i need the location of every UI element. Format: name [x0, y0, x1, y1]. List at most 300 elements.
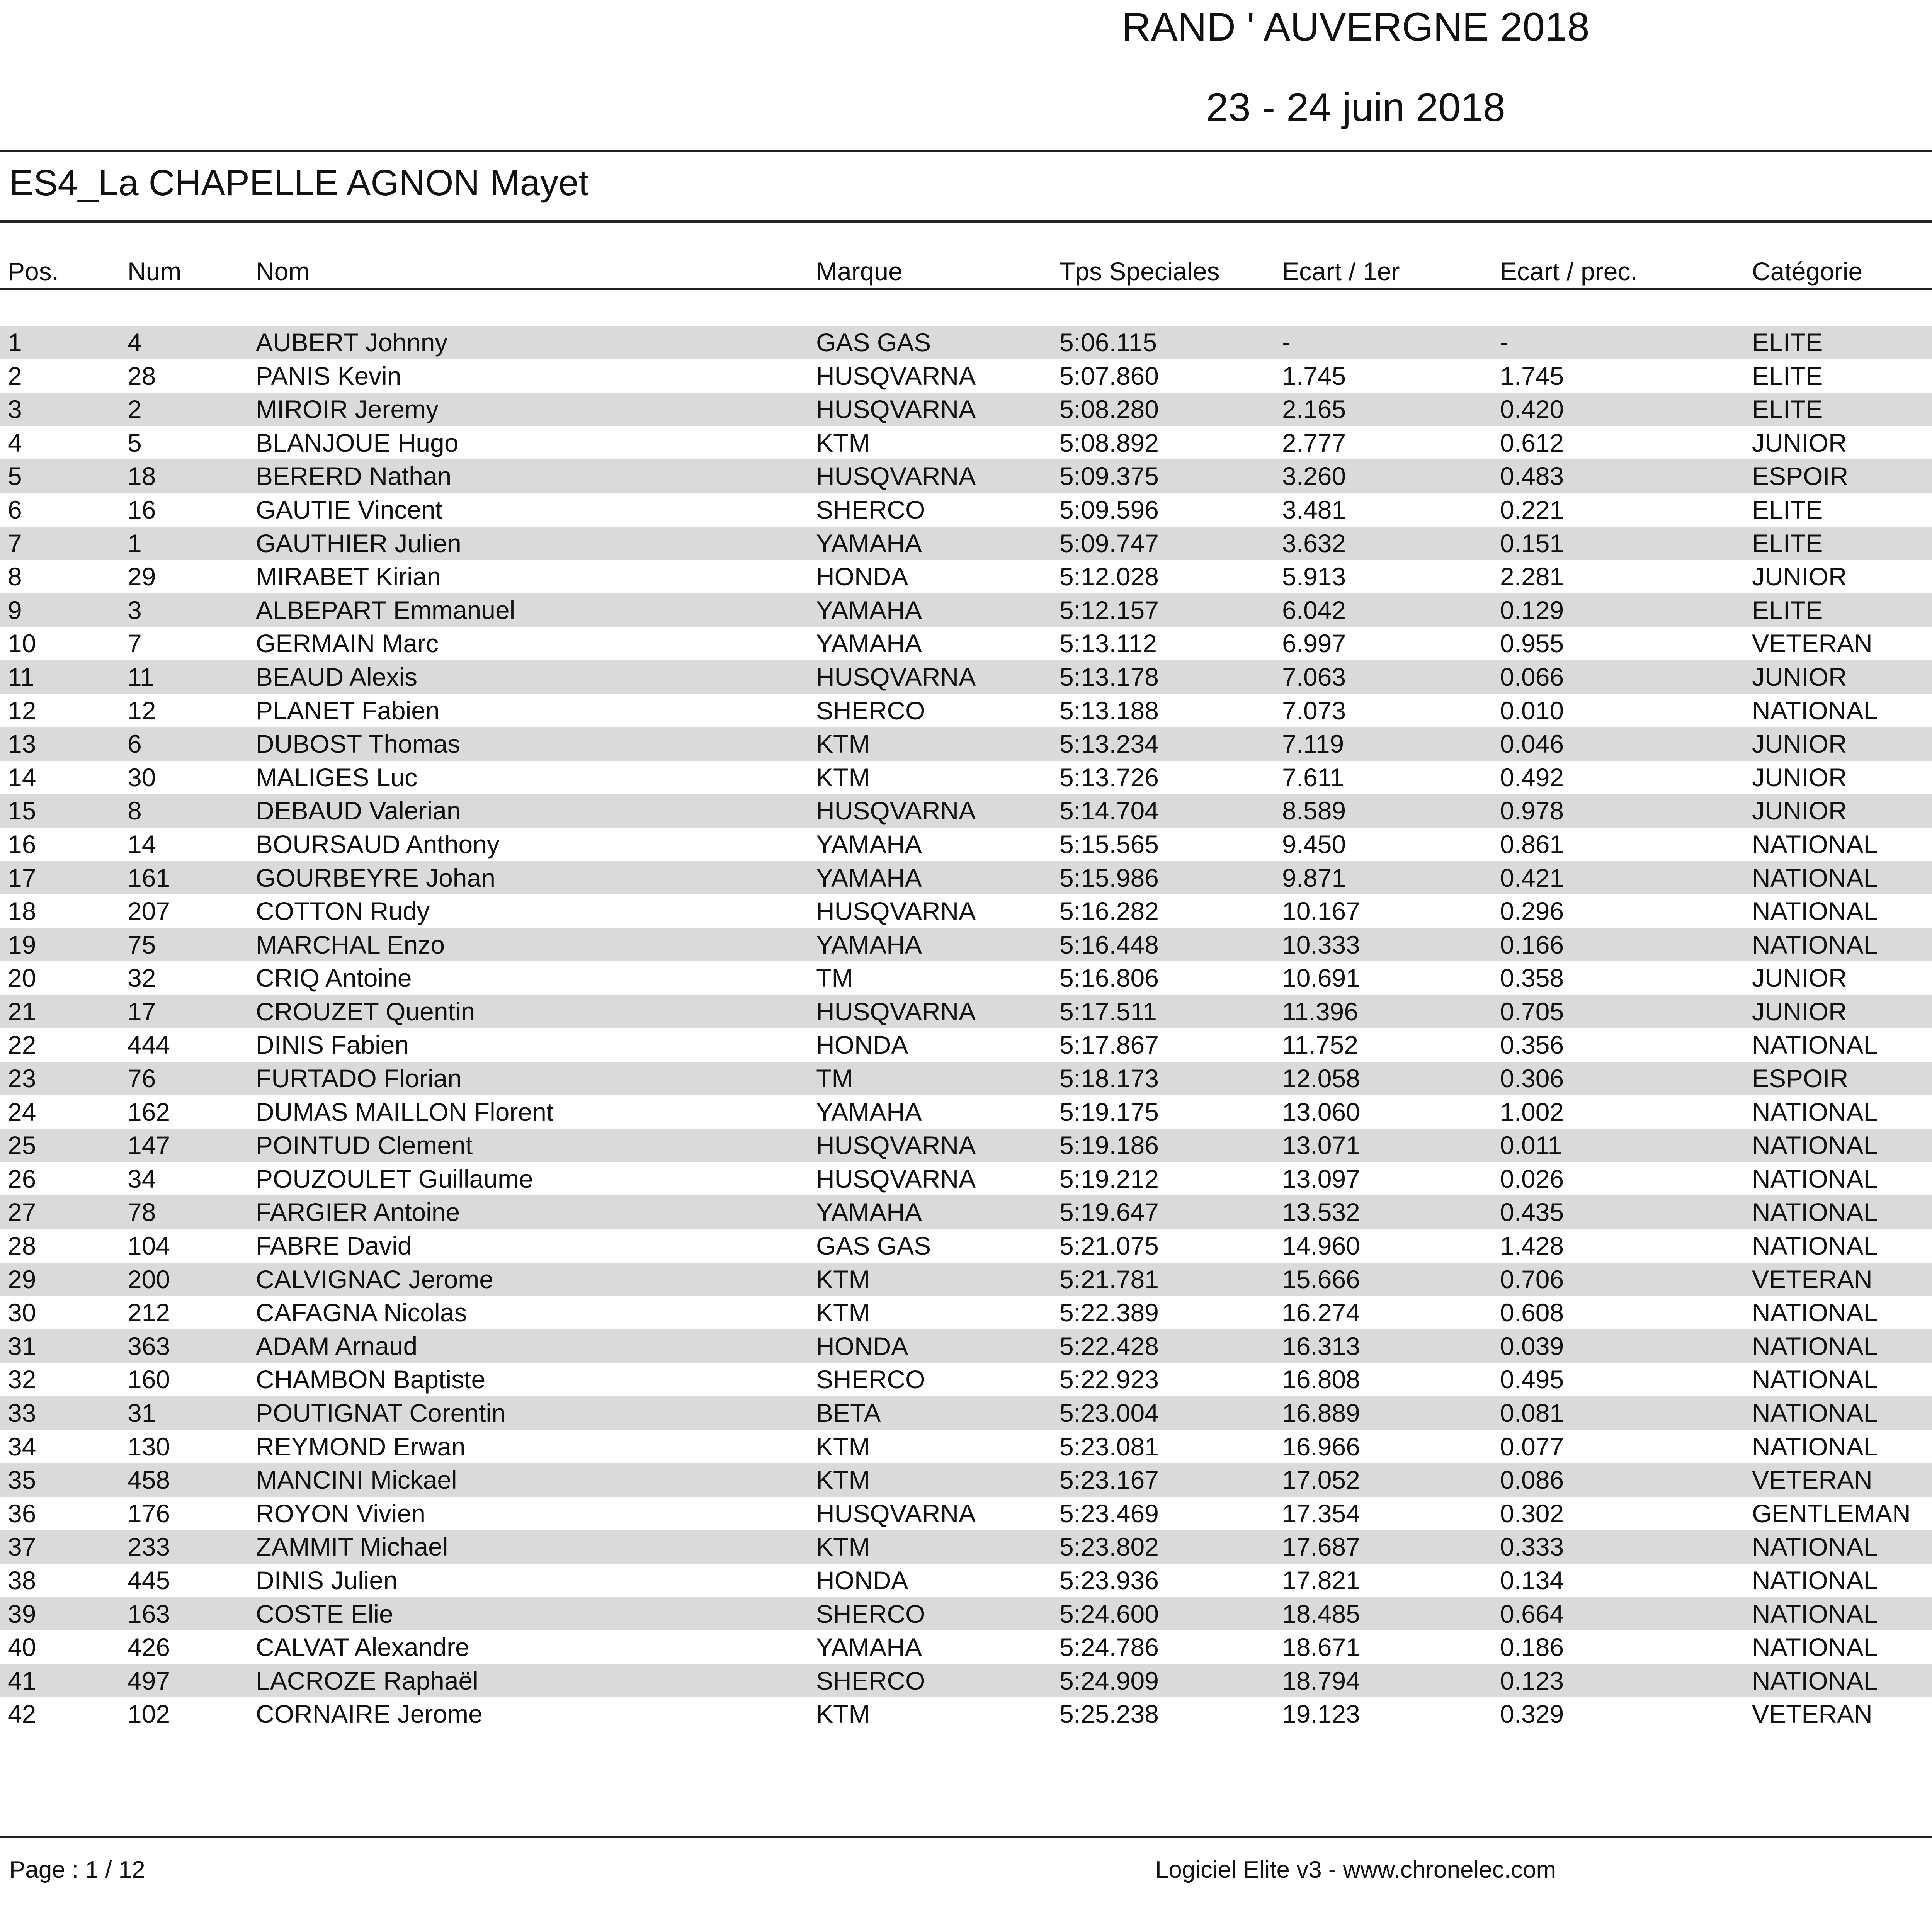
cell-categorie: NATIONAL	[1752, 1097, 1878, 1126]
cell-ecart-1er: -	[1282, 328, 1291, 357]
cell-ecart-1er: 18.671	[1282, 1633, 1360, 1662]
cell-num: 14	[128, 830, 156, 859]
divider-top	[0, 150, 1932, 152]
col-header-tps: Tps Speciales	[1060, 257, 1220, 286]
cell-pos: 23	[8, 1064, 36, 1093]
cell-pos: 7	[8, 529, 22, 558]
cell-categorie: NATIONAL	[1752, 1566, 1878, 1595]
cell-pos: 1	[8, 328, 22, 357]
cell-pos: 21	[8, 997, 36, 1026]
cell-ecart-prec: 0.166	[1500, 930, 1564, 959]
cell-pos: 8	[8, 562, 22, 591]
table-row	[0, 1463, 1932, 1497]
cell-pos: 13	[8, 729, 36, 758]
table-row	[0, 493, 1932, 527]
cell-marque: GAS GAS	[816, 1231, 931, 1260]
cell-nom: ALBEPART Emmanuel	[256, 595, 515, 624]
cell-marque: YAMAHA	[816, 629, 922, 658]
cell-num: 32	[128, 964, 156, 993]
cell-categorie: ESPOIR	[1752, 1064, 1849, 1093]
cell-tps: 5:23.469	[1060, 1499, 1159, 1528]
cell-ecart-prec: 0.706	[1500, 1265, 1564, 1294]
table-row	[0, 593, 1932, 627]
cell-nom: AUBERT Johnny	[256, 328, 448, 357]
cell-num: 16	[128, 495, 156, 524]
cell-tps: 5:14.704	[1060, 796, 1159, 825]
cell-ecart-1er: 1.745	[1282, 361, 1346, 390]
cell-ecart-prec: 0.358	[1500, 964, 1564, 993]
cell-pos: 11	[8, 662, 34, 691]
table-row	[0, 1363, 1932, 1396]
cell-nom: DUBOST Thomas	[256, 729, 461, 758]
cell-ecart-1er: 7.073	[1282, 696, 1346, 725]
cell-ecart-1er: 10.167	[1282, 897, 1360, 926]
cell-pos: 37	[8, 1532, 36, 1561]
col-header-marque: Marque	[816, 257, 903, 286]
table-row	[0, 527, 1932, 560]
table-row	[0, 1564, 1932, 1597]
cell-marque: HUSQVARNA	[816, 897, 976, 926]
cell-marque: SHERCO	[816, 1365, 925, 1394]
cell-marque: YAMAHA	[816, 529, 922, 558]
cell-nom: FARGIER Antoine	[256, 1198, 460, 1227]
cell-categorie: NATIONAL	[1752, 1198, 1878, 1227]
table-row	[0, 861, 1932, 895]
cell-ecart-prec: 0.151	[1500, 529, 1564, 558]
cell-pos: 38	[8, 1566, 36, 1595]
cell-categorie: NATIONAL	[1752, 1633, 1878, 1662]
cell-categorie: NATIONAL	[1752, 1399, 1878, 1427]
cell-ecart-1er: 2.777	[1282, 428, 1346, 457]
cell-pos: 22	[8, 1030, 36, 1059]
cell-tps: 5:22.389	[1060, 1298, 1159, 1327]
table-row	[0, 627, 1932, 660]
cell-num: 78	[128, 1198, 156, 1227]
cell-nom: MANCINI Mickael	[256, 1465, 457, 1494]
cell-pos: 41	[8, 1666, 36, 1695]
cell-num: 147	[128, 1131, 170, 1160]
cell-ecart-prec: 0.296	[1500, 897, 1564, 926]
cell-ecart-prec: 0.978	[1500, 796, 1564, 825]
cell-nom: POINTUD Clement	[256, 1131, 473, 1160]
cell-num: 363	[128, 1331, 170, 1360]
cell-ecart-prec: 0.123	[1500, 1666, 1564, 1695]
table-row	[0, 928, 1932, 962]
cell-ecart-1er: 11.752	[1282, 1030, 1358, 1059]
cell-nom: CHAMBON Baptiste	[256, 1365, 486, 1394]
cell-ecart-prec: 1.428	[1500, 1231, 1564, 1260]
cell-ecart-1er: 13.071	[1282, 1131, 1360, 1160]
cell-nom: CROUZET Quentin	[256, 997, 475, 1026]
cell-ecart-1er: 16.274	[1282, 1298, 1360, 1327]
cell-tps: 5:13.188	[1060, 696, 1159, 725]
cell-nom: MIROIR Jeremy	[256, 395, 439, 424]
cell-tps: 5:24.600	[1060, 1599, 1159, 1628]
cell-ecart-1er: 19.123	[1282, 1700, 1360, 1729]
cell-pos: 31	[8, 1331, 36, 1360]
cell-ecart-1er: 9.450	[1282, 830, 1346, 859]
cell-ecart-1er: 13.060	[1282, 1097, 1360, 1126]
cell-ecart-1er: 11.396	[1282, 997, 1358, 1026]
cell-num: 6	[128, 729, 142, 758]
cell-marque: YAMAHA	[816, 595, 922, 624]
cell-tps: 5:09.596	[1060, 495, 1159, 524]
table-row	[0, 426, 1932, 460]
cell-num: 130	[128, 1432, 170, 1461]
cell-ecart-1er: 13.532	[1282, 1198, 1360, 1227]
cell-marque: GAS GAS	[816, 328, 931, 357]
cell-tps: 5:24.909	[1060, 1666, 1159, 1695]
cell-pos: 26	[8, 1164, 36, 1193]
header-underline	[0, 288, 1932, 290]
table-row	[0, 995, 1932, 1029]
table-row	[0, 828, 1932, 861]
cell-categorie: VETERAN	[1752, 1265, 1872, 1294]
cell-ecart-1er: 3.260	[1282, 462, 1346, 491]
cell-ecart-prec: 0.010	[1500, 696, 1564, 725]
cell-marque: YAMAHA	[816, 1198, 922, 1227]
cell-categorie: JUNIOR	[1752, 763, 1847, 792]
cell-pos: 29	[8, 1265, 36, 1294]
software-credit: Logiciel Elite v3 - www.chronelec.com	[1155, 1856, 1556, 1883]
cell-categorie: JUNIOR	[1752, 964, 1847, 993]
cell-marque: YAMAHA	[816, 1097, 922, 1126]
cell-num: 104	[128, 1231, 170, 1260]
table-row	[0, 459, 1932, 493]
cell-marque: KTM	[816, 1700, 870, 1729]
cell-nom: CORNAIRE Jerome	[256, 1700, 483, 1729]
cell-ecart-1er: 15.666	[1282, 1265, 1360, 1294]
cell-ecart-1er: 6.042	[1282, 595, 1346, 624]
cell-categorie: NATIONAL	[1752, 1131, 1878, 1160]
cell-num: 11	[128, 662, 154, 691]
cell-tps: 5:23.167	[1060, 1465, 1159, 1494]
cell-categorie: NATIONAL	[1752, 1331, 1878, 1360]
cell-pos: 6	[8, 495, 22, 524]
cell-ecart-prec: 0.492	[1500, 763, 1564, 792]
cell-categorie: NATIONAL	[1752, 1532, 1878, 1561]
cell-nom: DINIS Fabien	[256, 1030, 409, 1059]
cell-pos: 27	[8, 1198, 36, 1227]
cell-tps: 5:18.173	[1060, 1064, 1159, 1093]
table-row	[0, 961, 1932, 995]
cell-pos: 28	[8, 1231, 36, 1260]
cell-pos: 10	[8, 629, 36, 658]
cell-num: 2	[128, 395, 142, 424]
cell-nom: COTTON Rudy	[256, 897, 430, 926]
cell-ecart-prec: 0.861	[1500, 830, 1564, 859]
cell-nom: MARCHAL Enzo	[256, 930, 445, 959]
cell-ecart-1er: 18.794	[1282, 1666, 1360, 1695]
cell-categorie: ELITE	[1752, 595, 1823, 624]
cell-pos: 16	[8, 830, 36, 859]
cell-categorie: NATIONAL	[1752, 1599, 1878, 1628]
cell-categorie: NATIONAL	[1752, 863, 1878, 892]
cell-marque: HUSQVARNA	[816, 395, 976, 424]
divider-bottom	[0, 1836, 1932, 1838]
cell-nom: LACROZE Raphaël	[256, 1666, 478, 1695]
cell-nom: GAUTIE Vincent	[256, 495, 442, 524]
cell-pos: 25	[8, 1131, 36, 1160]
cell-ecart-1er: 17.354	[1282, 1499, 1360, 1528]
table-row	[0, 1229, 1932, 1263]
cell-pos: 39	[8, 1599, 36, 1628]
cell-marque: HUSQVARNA	[816, 1131, 976, 1160]
cell-ecart-1er: 9.871	[1282, 863, 1346, 892]
cell-categorie: NATIONAL	[1752, 1164, 1878, 1193]
cell-tps: 5:13.234	[1060, 729, 1159, 758]
cell-ecart-prec: 0.039	[1500, 1331, 1564, 1360]
cell-categorie: NATIONAL	[1752, 1432, 1878, 1461]
cell-categorie: ESPOIR	[1752, 462, 1849, 491]
table-row	[0, 1095, 1932, 1129]
cell-ecart-prec: 0.435	[1500, 1198, 1564, 1227]
cell-tps: 5:19.175	[1060, 1097, 1159, 1126]
table-row	[0, 694, 1932, 728]
cell-pos: 4	[8, 428, 22, 457]
cell-nom: FABRE David	[256, 1231, 412, 1260]
cell-ecart-1er: 13.097	[1282, 1164, 1360, 1193]
cell-pos: 20	[8, 964, 36, 993]
cell-ecart-prec: 0.333	[1500, 1532, 1564, 1561]
cell-ecart-prec: 0.495	[1500, 1365, 1564, 1394]
cell-marque: BETA	[816, 1399, 881, 1427]
cell-categorie: JUNIOR	[1752, 428, 1847, 457]
cell-num: 30	[128, 763, 156, 792]
cell-num: 29	[128, 562, 156, 591]
cell-ecart-prec: 0.483	[1500, 462, 1564, 491]
cell-nom: ROYON Vivien	[256, 1499, 425, 1528]
cell-num: 75	[128, 930, 156, 959]
cell-marque: TM	[816, 964, 853, 993]
cell-nom: BOURSAUD Anthony	[256, 830, 500, 859]
cell-ecart-prec: 0.612	[1500, 428, 1564, 457]
event-dates: 23 - 24 juin 2018	[1206, 85, 1505, 130]
cell-num: 12	[128, 696, 156, 725]
table-row	[0, 1062, 1932, 1095]
cell-pos: 24	[8, 1097, 36, 1126]
cell-num: 497	[128, 1666, 170, 1695]
table-row	[0, 1497, 1932, 1530]
cell-marque: SHERCO	[816, 696, 925, 725]
cell-ecart-1er: 5.913	[1282, 562, 1346, 591]
cell-ecart-1er: 17.821	[1282, 1566, 1360, 1595]
table-row	[0, 1396, 1932, 1430]
cell-ecart-1er: 10.333	[1282, 930, 1360, 959]
table-row	[0, 894, 1932, 928]
cell-tps: 5:08.280	[1060, 395, 1159, 424]
table-row	[0, 1162, 1932, 1196]
table-row	[0, 660, 1932, 694]
cell-tps: 5:23.936	[1060, 1566, 1159, 1595]
cell-nom: CALVAT Alexandre	[256, 1633, 469, 1662]
cell-categorie: ELITE	[1752, 361, 1823, 390]
cell-ecart-1er: 17.052	[1282, 1465, 1360, 1494]
cell-ecart-1er: 18.485	[1282, 1599, 1360, 1628]
cell-pos: 2	[8, 361, 22, 390]
cell-ecart-1er: 16.313	[1282, 1331, 1360, 1360]
cell-ecart-1er: 10.691	[1282, 964, 1360, 993]
cell-ecart-1er: 12.058	[1282, 1064, 1360, 1093]
cell-nom: BERERD Nathan	[256, 462, 452, 491]
cell-nom: BEAUD Alexis	[256, 662, 418, 691]
cell-categorie: ELITE	[1752, 495, 1823, 524]
cell-num: 17	[128, 997, 156, 1026]
cell-categorie: NATIONAL	[1752, 1231, 1878, 1260]
table-row	[0, 1430, 1932, 1464]
cell-ecart-prec: 0.129	[1500, 595, 1564, 624]
cell-tps: 5:16.282	[1060, 897, 1159, 926]
cell-tps: 5:21.781	[1060, 1265, 1159, 1294]
table-row	[0, 1296, 1932, 1329]
cell-tps: 5:13.112	[1060, 629, 1157, 658]
cell-ecart-prec: 0.306	[1500, 1064, 1564, 1093]
cell-ecart-prec: 0.420	[1500, 395, 1564, 424]
cell-pos: 5	[8, 462, 22, 491]
cell-pos: 32	[8, 1365, 36, 1394]
table-row	[0, 1664, 1932, 1698]
cell-categorie: JUNIOR	[1752, 729, 1847, 758]
cell-tps: 5:15.986	[1060, 863, 1159, 892]
table-row	[0, 727, 1932, 761]
col-header-num: Num	[128, 257, 182, 286]
document-title: RAND ' AUVERGNE 2018	[1122, 5, 1590, 49]
cell-ecart-1er: 17.687	[1282, 1532, 1360, 1561]
cell-categorie: GENTLEMAN	[1752, 1499, 1911, 1528]
cell-num: 1	[128, 529, 142, 558]
cell-marque: HUSQVARNA	[816, 662, 976, 691]
cell-marque: HUSQVARNA	[816, 462, 976, 491]
cell-marque: HUSQVARNA	[816, 1499, 976, 1528]
cell-nom: GERMAIN Marc	[256, 629, 439, 658]
cell-pos: 40	[8, 1633, 36, 1662]
cell-marque: KTM	[816, 1432, 870, 1461]
cell-pos: 18	[8, 897, 36, 926]
cell-ecart-prec: 0.329	[1500, 1700, 1564, 1729]
cell-marque: KTM	[816, 1532, 870, 1561]
cell-ecart-prec: 0.302	[1500, 1499, 1564, 1528]
cell-tps: 5:08.892	[1060, 428, 1159, 457]
cell-marque: HONDA	[816, 1566, 908, 1595]
cell-num: 163	[128, 1599, 170, 1628]
cell-nom: POUTIGNAT Corentin	[256, 1399, 506, 1427]
table-row	[0, 1195, 1932, 1229]
cell-nom: DUMAS MAILLON Florent	[256, 1097, 554, 1126]
cell-ecart-prec: 0.134	[1500, 1566, 1564, 1595]
cell-tps: 5:09.747	[1060, 529, 1159, 558]
cell-tps: 5:13.726	[1060, 763, 1159, 792]
results-table	[0, 326, 1932, 1731]
table-row	[0, 1630, 1932, 1664]
cell-marque: TM	[816, 1064, 853, 1093]
cell-marque: KTM	[816, 1265, 870, 1294]
cell-marque: HONDA	[816, 1331, 908, 1360]
cell-nom: COSTE Elie	[256, 1599, 393, 1628]
cell-tps: 5:15.565	[1060, 830, 1159, 859]
cell-marque: KTM	[816, 729, 870, 758]
table-row	[0, 1129, 1932, 1162]
table-row	[0, 1329, 1932, 1363]
cell-marque: KTM	[816, 1465, 870, 1494]
cell-nom: POUZOULET Guillaume	[256, 1164, 533, 1193]
cell-tps: 5:07.860	[1060, 361, 1159, 390]
page-number: Page : 1 / 12	[9, 1856, 145, 1883]
cell-num: 76	[128, 1064, 156, 1093]
cell-tps: 5:19.212	[1060, 1164, 1159, 1193]
cell-tps: 5:22.923	[1060, 1365, 1159, 1394]
cell-nom: CALVIGNAC Jerome	[256, 1265, 493, 1294]
cell-num: 34	[128, 1164, 156, 1193]
cell-ecart-1er: 7.063	[1282, 662, 1346, 691]
cell-pos: 36	[8, 1499, 36, 1528]
cell-tps: 5:06.115	[1060, 328, 1157, 357]
cell-ecart-prec: 0.955	[1500, 629, 1564, 658]
cell-nom: GOURBEYRE Johan	[256, 863, 495, 892]
cell-pos: 12	[8, 696, 36, 725]
cell-nom: PANIS Kevin	[256, 361, 401, 390]
cell-num: 445	[128, 1566, 170, 1595]
cell-categorie: JUNIOR	[1752, 796, 1847, 825]
special-stage-name: ES4_La CHAPELLE AGNON Mayet	[9, 162, 589, 203]
cell-tps: 5:16.448	[1060, 930, 1159, 959]
cell-tps: 5:17.511	[1060, 997, 1157, 1026]
cell-ecart-prec: 0.066	[1500, 662, 1564, 691]
cell-num: 176	[128, 1499, 170, 1528]
cell-ecart-prec: 0.046	[1500, 729, 1564, 758]
cell-categorie: JUNIOR	[1752, 662, 1847, 691]
cell-nom: DEBAUD Valerian	[256, 796, 461, 825]
col-header-pos: Pos.	[8, 257, 59, 286]
cell-ecart-1er: 3.481	[1282, 495, 1346, 524]
divider-mid	[0, 220, 1932, 223]
table-row	[0, 1530, 1932, 1564]
cell-pos: 15	[8, 796, 36, 825]
cell-ecart-1er: 6.997	[1282, 629, 1346, 658]
cell-nom: CRIQ Antoine	[256, 964, 412, 993]
cell-marque: YAMAHA	[816, 830, 922, 859]
cell-marque: SHERCO	[816, 1599, 925, 1628]
cell-tps: 5:19.647	[1060, 1198, 1159, 1227]
cell-ecart-prec: 1.002	[1500, 1097, 1564, 1126]
cell-tps: 5:13.178	[1060, 662, 1159, 691]
cell-num: 233	[128, 1532, 170, 1561]
cell-marque: SHERCO	[816, 495, 925, 524]
cell-categorie: ELITE	[1752, 328, 1823, 357]
cell-num: 8	[128, 796, 142, 825]
cell-tps: 5:23.802	[1060, 1532, 1159, 1561]
cell-ecart-prec: 0.221	[1500, 495, 1564, 524]
cell-categorie: NATIONAL	[1752, 1365, 1878, 1394]
cell-tps: 5:17.867	[1060, 1030, 1159, 1059]
cell-nom: CAFAGNA Nicolas	[256, 1298, 467, 1327]
cell-nom: FURTADO Florian	[256, 1064, 462, 1093]
cell-num: 4	[128, 328, 142, 357]
cell-categorie: VETERAN	[1752, 1700, 1872, 1729]
cell-num: 160	[128, 1365, 170, 1394]
cell-categorie: JUNIOR	[1752, 997, 1847, 1026]
table-row	[0, 560, 1932, 593]
table-row	[0, 1028, 1932, 1062]
cell-pos: 17	[8, 863, 36, 892]
cell-marque: HUSQVARNA	[816, 796, 976, 825]
cell-categorie: NATIONAL	[1752, 930, 1878, 959]
cell-pos: 33	[8, 1399, 36, 1427]
cell-num: 162	[128, 1097, 170, 1126]
cell-num: 444	[128, 1030, 170, 1059]
cell-tps: 5:12.028	[1060, 562, 1159, 591]
cell-tps: 5:24.786	[1060, 1633, 1159, 1662]
cell-marque: KTM	[816, 1298, 870, 1327]
